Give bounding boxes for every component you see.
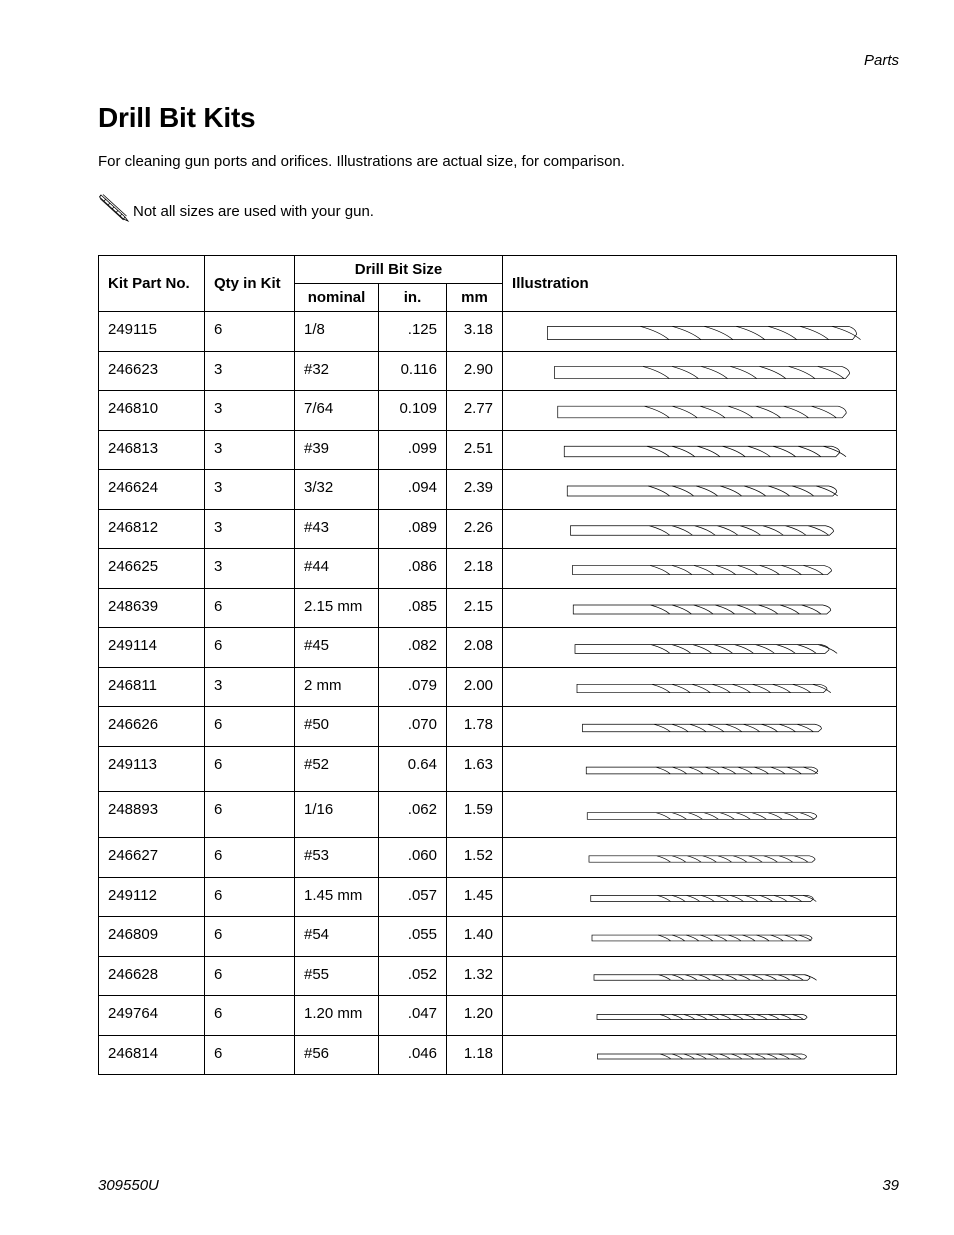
cell-nominal: 7/64	[295, 391, 379, 431]
drill-bit-illustration	[503, 391, 897, 431]
drill-bit-illustration	[503, 470, 897, 510]
cell-nominal: #56	[295, 1036, 379, 1075]
cell-in: .085	[379, 589, 447, 628]
cell-kit: 246812	[99, 510, 205, 549]
cell-mm: 2.77	[447, 391, 503, 431]
drill-bit-illustration	[503, 707, 897, 747]
header-nominal: nominal	[295, 284, 379, 312]
cell-nominal: #54	[295, 917, 379, 957]
cell-in: .062	[379, 792, 447, 838]
cell-mm: 1.32	[447, 957, 503, 996]
cell-in: .082	[379, 628, 447, 668]
cell-kit: 246623	[99, 352, 205, 391]
drill-bit-icon	[503, 313, 897, 351]
table-row	[99, 957, 897, 996]
table-row	[99, 312, 897, 352]
table-row	[99, 431, 897, 470]
drill-bit-illustration	[503, 431, 897, 470]
cell-mm: 2.00	[447, 668, 503, 707]
drill-bit-icon	[503, 748, 897, 791]
drill-bit-icon	[503, 708, 897, 746]
drill-bit-icon	[503, 793, 897, 837]
cell-in: .099	[379, 431, 447, 470]
table-row	[99, 996, 897, 1036]
header-qty-in-kit: Qty in Kit	[205, 256, 295, 312]
cell-kit: 246624	[99, 470, 205, 510]
cell-in: .094	[379, 470, 447, 510]
cell-kit: 246625	[99, 549, 205, 589]
cell-qty: 6	[205, 628, 295, 668]
cell-qty: 6	[205, 747, 295, 792]
table-row	[99, 510, 897, 549]
cell-qty: 6	[205, 878, 295, 917]
table-row	[99, 878, 897, 917]
header-in: in.	[379, 284, 447, 312]
cell-kit: 249764	[99, 996, 205, 1036]
table-row	[99, 1036, 897, 1075]
table-row	[99, 391, 897, 431]
cell-qty: 6	[205, 707, 295, 747]
cell-kit: 246814	[99, 1036, 205, 1075]
cell-nominal: #52	[295, 747, 379, 792]
table-row	[99, 628, 897, 668]
note	[98, 192, 374, 222]
cell-mm: 1.18	[447, 1036, 503, 1075]
drill-bit-illustration	[503, 549, 897, 589]
drill-bit-icon	[503, 392, 897, 430]
cell-in: .055	[379, 917, 447, 957]
cell-mm: 1.59	[447, 792, 503, 838]
drill-bit-icon	[503, 839, 897, 877]
drill-bit-icon	[503, 629, 897, 667]
cell-qty: 6	[205, 312, 295, 352]
cell-qty: 3	[205, 510, 295, 549]
drill-bit-illustration	[503, 878, 897, 917]
table-body	[99, 312, 897, 1075]
cell-in: .070	[379, 707, 447, 747]
cell-in: .057	[379, 878, 447, 917]
drill-bit-illustration	[503, 1036, 897, 1075]
drill-bit-icon	[503, 511, 897, 548]
drill-bit-illustration	[503, 312, 897, 352]
cell-qty: 6	[205, 838, 295, 878]
cell-qty: 3	[205, 549, 295, 589]
cell-qty: 6	[205, 792, 295, 838]
cell-kit: 249112	[99, 878, 205, 917]
cell-qty: 3	[205, 470, 295, 510]
cell-nominal: #43	[295, 510, 379, 549]
cell-in: 0.64	[379, 747, 447, 792]
cell-nominal: #45	[295, 628, 379, 668]
cell-mm: 1.20	[447, 996, 503, 1036]
page-title: Drill Bit Kits	[98, 102, 256, 133]
cell-mm: 2.39	[447, 470, 503, 510]
cell-nominal: 2 mm	[295, 668, 379, 707]
cell-nominal: 3/32	[295, 470, 379, 510]
footer-doc-number: 309550U	[98, 1177, 159, 1194]
cell-kit: 246627	[99, 838, 205, 878]
table-row	[99, 668, 897, 707]
header-illustration: Illustration	[503, 256, 897, 312]
drill-bit-illustration	[503, 957, 897, 996]
cell-nominal: #44	[295, 549, 379, 589]
table-row	[99, 470, 897, 510]
table-row	[99, 549, 897, 589]
cell-in: .125	[379, 312, 447, 352]
header-drill-bit-size: Drill Bit Size	[295, 256, 503, 284]
cell-nominal: #39	[295, 431, 379, 470]
cell-mm: 1.40	[447, 917, 503, 957]
drill-bit-table	[98, 255, 897, 1075]
cell-kit: 249115	[99, 312, 205, 352]
drill-bit-illustration	[503, 589, 897, 628]
cell-mm: 1.78	[447, 707, 503, 747]
drill-bit-icon	[503, 669, 897, 706]
drill-bit-icon	[503, 918, 897, 956]
drill-bit-illustration	[503, 628, 897, 668]
drill-bit-illustration	[503, 838, 897, 878]
cell-mm: 2.51	[447, 431, 503, 470]
drill-bit-icon	[503, 353, 897, 390]
drill-bit-icon	[503, 471, 897, 509]
cell-kit: 246809	[99, 917, 205, 957]
drill-bit-illustration	[503, 747, 897, 792]
intro-text: For cleaning gun ports and orifices. Illustrations are actual size, for comparison.	[98, 153, 625, 170]
table-row	[99, 589, 897, 628]
pencil-note-icon	[98, 192, 130, 222]
cell-kit: 246811	[99, 668, 205, 707]
cell-qty: 3	[205, 431, 295, 470]
cell-qty: 3	[205, 391, 295, 431]
drill-bit-icon	[503, 997, 897, 1035]
cell-in: .052	[379, 957, 447, 996]
cell-nominal: 1/8	[295, 312, 379, 352]
cell-qty: 6	[205, 1036, 295, 1075]
cell-nominal: #55	[295, 957, 379, 996]
cell-kit: 249113	[99, 747, 205, 792]
drill-bit-illustration	[503, 352, 897, 391]
cell-nominal: #53	[295, 838, 379, 878]
drill-bit-icon	[503, 1037, 897, 1074]
cell-in: .089	[379, 510, 447, 549]
note-text: Not all sizes are used with your gun.	[133, 203, 374, 220]
drill-bit-icon	[503, 958, 897, 995]
drill-bit-icon	[503, 590, 897, 627]
cell-qty: 6	[205, 589, 295, 628]
header-mm: mm	[447, 284, 503, 312]
header-section-label: Parts	[863, 52, 899, 69]
cell-kit: 246626	[99, 707, 205, 747]
cell-qty: 6	[205, 957, 295, 996]
cell-mm: 1.52	[447, 838, 503, 878]
cell-mm: 2.90	[447, 352, 503, 391]
drill-bit-illustration	[503, 996, 897, 1036]
drill-bit-illustration	[503, 668, 897, 707]
drill-bit-icon	[503, 879, 897, 916]
footer-page-number: 39	[882, 1177, 899, 1194]
cell-nominal: 1.45 mm	[295, 878, 379, 917]
cell-kit: 246810	[99, 391, 205, 431]
cell-kit: 248893	[99, 792, 205, 838]
table-row	[99, 838, 897, 878]
table-row	[99, 352, 897, 391]
cell-mm: 1.45	[447, 878, 503, 917]
cell-kit: 246813	[99, 431, 205, 470]
cell-kit: 248639	[99, 589, 205, 628]
cell-nominal: 2.15 mm	[295, 589, 379, 628]
cell-mm: 2.26	[447, 510, 503, 549]
cell-mm: 2.18	[447, 549, 503, 589]
drill-bit-icon	[503, 432, 897, 469]
drill-bit-illustration	[503, 792, 897, 838]
cell-in: 0.109	[379, 391, 447, 431]
cell-mm: 2.08	[447, 628, 503, 668]
cell-nominal: #50	[295, 707, 379, 747]
cell-nominal: 1.20 mm	[295, 996, 379, 1036]
drill-bit-illustration	[503, 510, 897, 549]
cell-in: 0.116	[379, 352, 447, 391]
cell-qty: 6	[205, 996, 295, 1036]
table-row	[99, 707, 897, 747]
cell-in: .086	[379, 549, 447, 589]
cell-mm: 2.15	[447, 589, 503, 628]
table-row	[99, 917, 897, 957]
header-kit-part-no: Kit Part No.	[99, 256, 205, 312]
drill-bit-illustration	[503, 917, 897, 957]
cell-qty: 3	[205, 352, 295, 391]
table-row	[99, 792, 897, 838]
cell-in: .079	[379, 668, 447, 707]
cell-nominal: 1/16	[295, 792, 379, 838]
table-row	[99, 747, 897, 792]
cell-kit: 249114	[99, 628, 205, 668]
cell-in: .046	[379, 1036, 447, 1075]
cell-mm: 3.18	[447, 312, 503, 352]
cell-kit: 246628	[99, 957, 205, 996]
cell-qty: 6	[205, 917, 295, 957]
cell-nominal: #32	[295, 352, 379, 391]
cell-mm: 1.63	[447, 747, 503, 792]
cell-in: .060	[379, 838, 447, 878]
drill-bit-icon	[503, 550, 897, 588]
cell-qty: 3	[205, 668, 295, 707]
cell-in: .047	[379, 996, 447, 1036]
